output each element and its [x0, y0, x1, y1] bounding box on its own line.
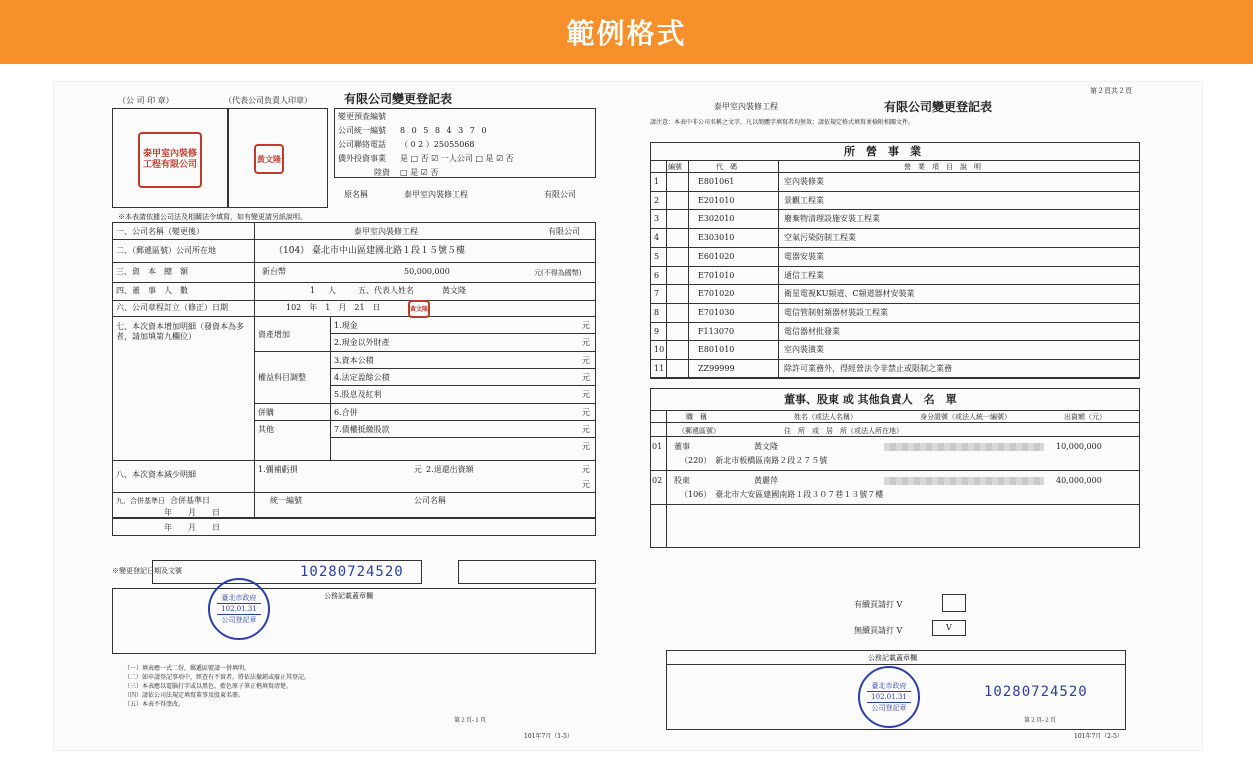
business-row-no: 5 — [654, 251, 660, 261]
capital-group-asset: 資產增加 — [258, 330, 290, 339]
unit-yuan-2: 元 — [582, 338, 590, 347]
note-1: （一）填表應一式二份，郵遞區號請一併填明。 — [124, 665, 251, 672]
directors-subheader-address: 住 所 或 居 所（或法人所在地） — [784, 427, 903, 435]
capital-item-merger: 6.合併 — [334, 408, 358, 417]
note-4: （四）請依公司法規定填寫董事及股東名冊。 — [124, 692, 245, 699]
top-note: ※本表請依據公司法及相關法令填寫，如有變更請另紙說明。 — [118, 213, 307, 221]
reg-extra-box — [458, 560, 596, 584]
business-row-code: E801061 — [698, 177, 735, 186]
unit-yuan-5: 元 — [582, 390, 590, 399]
capital-item-noncash: 2.現金以外財產 — [334, 338, 390, 347]
capital-group-other: 其他 — [258, 425, 274, 434]
director-2-name: 黃麗萍 — [754, 476, 778, 485]
left-page-no: 第２頁-１頁 — [454, 717, 487, 724]
left-form-no: 101年7月（1-5） — [524, 733, 573, 740]
business-row-code: E201010 — [698, 195, 735, 205]
reg-label: ※變更登記日期及文號 — [112, 567, 182, 575]
row-directors-unit: 人 — [328, 286, 336, 295]
business-row-desc: 廢棄物清理設施安裝工程業 — [784, 214, 880, 224]
right-stamp-date: 102.01.31 — [867, 691, 911, 703]
capital-decrease-label: 八、本次資本減少明細 — [116, 470, 196, 479]
right-form-no: 101年7月（2-5） — [1074, 733, 1123, 740]
continue-yes-checkbox[interactable] — [942, 594, 966, 612]
business-header-code: 代 碼 — [716, 163, 737, 171]
business-row-code: E302010 — [698, 214, 735, 224]
directors-header-id: 身分證號（或法人統一編號） — [920, 413, 1011, 421]
business-row-desc: 電器安裝業 — [784, 251, 824, 261]
business-row-code: E601020 — [698, 251, 735, 261]
capital-item-capital-reserve: 3.資本公積 — [334, 356, 374, 365]
director-2-amount: 40,000,000 — [1056, 476, 1102, 485]
header-banner — [0, 0, 1253, 64]
field-prereview-label: 變更預查編號 — [338, 112, 386, 121]
unit-yuan-10: 元 — [582, 465, 590, 474]
merge-row-date: 年 月 日 — [164, 508, 220, 517]
row-company-name-value: 泰甲室內裝修工程 — [354, 227, 418, 236]
capital-item-dividends: 5.股息及紅利 — [334, 390, 382, 399]
merge-header-id: 統一編號 — [270, 496, 302, 505]
banner-title: 範例格式 — [566, 17, 687, 50]
business-row-desc: 室內裝潢業 — [784, 345, 824, 355]
director-1-id-blurred — [884, 443, 1044, 451]
director-1-name: 黃文隆 — [754, 442, 778, 451]
row-charter-label: 六、公司章程訂立（修正）日期 — [116, 303, 228, 312]
directors-header-amount: 出資額（元） — [1064, 413, 1106, 421]
directors-title: 董事、股東 或 其他負責人 名 單 — [784, 393, 957, 406]
left-reg-number: 10280724520 — [300, 564, 404, 580]
business-row-no: 1 — [654, 177, 660, 186]
business-row-no: 4 — [654, 233, 660, 243]
left-form-title: 有限公司變更登記表 — [344, 92, 453, 106]
field-uniform-no-value: 8 0 5 8 4 3 7 0 — [400, 126, 489, 135]
right-official-seal-label: 公務記載蓋章欄 — [868, 654, 917, 662]
capital-item-debt: 7.債權抵繳股款 — [334, 425, 390, 434]
business-row-code: E701030 — [698, 307, 735, 317]
note-5: （五）本表不得塗改。 — [124, 701, 185, 708]
merge-header-name: 公司名稱 — [414, 496, 446, 505]
business-row-desc: 衛星電視KU頻道、C頻道器材安裝業 — [784, 289, 915, 299]
decrease-item-return: 2.退還出資額 — [426, 465, 474, 474]
field-mainland-value: □ 是 ☑ 否 — [400, 168, 439, 177]
unit-yuan-3: 元 — [582, 356, 590, 365]
business-row-no: 3 — [654, 214, 660, 224]
field-phone-label: 公司聯絡電話 — [338, 140, 386, 149]
field-mainland-label: 陸資 — [374, 168, 390, 177]
right-stamp-top: 臺北市政府 — [871, 682, 907, 690]
capital-item-legal-reserve: 4.法定盈餘公積 — [334, 373, 390, 382]
capital-item-cash: 1.現金 — [334, 321, 358, 330]
business-row-desc: 空氣污染防制工程業 — [784, 233, 856, 243]
business-row-code: E701020 — [698, 289, 735, 299]
right-page-no: 第２頁-２頁 — [1024, 717, 1057, 724]
business-row-desc: 景觀工程業 — [784, 195, 824, 205]
rep-seal-label: （代表公司負責人印章） — [224, 96, 312, 105]
right-note: 請注意：本表中非公司名稱之文字，凡以簡體字填寫者均無效；請依規定格式填寫並檢附相關文件。 — [650, 119, 915, 126]
right-form-page — [644, 87, 1144, 742]
continue-no-label: 無續頁請打 V — [854, 626, 903, 635]
unit-yuan-7: 元 — [582, 425, 590, 434]
row-rep-label: 五、代表人姓名 — [358, 286, 414, 295]
unit-yuan-8: 元 — [582, 442, 590, 451]
field-uniform-no-label: 公司統一編號 — [338, 126, 386, 135]
business-row-no: 11 — [654, 364, 665, 373]
field-phone-value: （ 0 2 ）25055068 — [400, 140, 475, 149]
left-form-page — [104, 90, 604, 742]
row-company-name-label: 一、公司名稱（變更後） — [116, 227, 204, 236]
business-row-code: E701010 — [698, 270, 735, 280]
directors-header-title: 職 稱 — [686, 413, 707, 421]
row-address-value: （104） 臺北市中山區建國北路１段１５號５樓 — [274, 246, 466, 256]
merge-row-date-2: 年 月 日 — [164, 523, 220, 532]
rep-seal-stamp: 黃文隆 — [254, 144, 284, 174]
business-row-code: E303010 — [698, 233, 735, 243]
right-official-stamp — [858, 666, 920, 728]
continue-no-mark: V — [946, 623, 952, 632]
original-name-suffix: 有限公司 — [544, 190, 576, 199]
field-foreign-label: 僑外投資事業 — [338, 154, 386, 163]
business-row-desc: 除許可業務外，得經營法令非禁止或限制之業務 — [784, 364, 952, 373]
unit-yuan-9: 元 — [414, 465, 422, 474]
director-2-id-blurred — [884, 477, 1044, 485]
director-1-address: （220） 新北市板橋區南路２段２７５號 — [680, 456, 828, 465]
unit-yuan-6: 元 — [582, 408, 590, 417]
business-row-no: 9 — [654, 326, 660, 336]
directors-header-name: 姓名（或法人名稱） — [794, 413, 857, 421]
director-2-address: （106） 臺北市大安區建國南路１段３０７巷１３號７樓 — [680, 490, 884, 499]
right-reg-number: 10280724520 — [984, 684, 1088, 700]
business-row-desc: 室內裝修業 — [784, 177, 824, 186]
director-2-title: 股東 — [674, 476, 690, 485]
continue-yes-label: 有續頁請打 V — [854, 600, 903, 609]
left-stamp-date: 102.01.31 — [217, 603, 261, 615]
capital-group-merger: 併購 — [258, 408, 274, 417]
right-form-title: 有限公司變更登記表 — [884, 100, 993, 114]
business-row-no: 8 — [654, 307, 660, 317]
business-row-code: E801010 — [698, 345, 735, 355]
right-page-tag: 第２頁共２頁 — [1090, 87, 1132, 95]
row-directors-value: 1 — [310, 286, 316, 295]
capital-increase-label: 七、本次資本增加明細（發資本為多者，請加填第九欄位） — [116, 322, 244, 341]
note-3: （三）本表應以電腦打字或以黑色、藍色原子筆正楷填寫清楚。 — [124, 683, 293, 690]
merge-header-date: 合併基準日 — [170, 496, 210, 505]
business-row-desc: 電信器材批發業 — [784, 326, 840, 336]
business-row-desc: 通信工程業 — [784, 270, 824, 280]
directors-subheader-zip: （郵遞區號） — [678, 427, 720, 435]
business-header-desc: 營 業 項 目 說 明 — [904, 163, 981, 171]
row-company-name-suffix: 有限公司 — [548, 227, 580, 236]
row-capital-amount: 50,000,000 — [404, 267, 450, 276]
row-directors-label: 四、董 事 人 數 — [116, 286, 188, 295]
row-capital-suffix: 元(不得為國幣) — [534, 269, 582, 277]
business-row-no: 6 — [654, 270, 660, 280]
director-1-no: 01 — [652, 442, 663, 451]
director-1-amount: 10,000,000 — [1056, 442, 1102, 451]
right-company-name: 泰甲室內裝修工程 — [714, 102, 778, 111]
row-rep-value: 黃文隆 — [442, 286, 466, 295]
business-row-code: F113070 — [698, 326, 735, 336]
field-foreign-value: 是 □ 否 ☑ 一人公司 □ 是 ☑ 否 — [400, 154, 514, 163]
charter-date-seal: 黃文隆 — [408, 300, 430, 318]
business-row-no: 2 — [654, 195, 660, 205]
note-2: （二）如申請登記事項中，經查有不實者，將依法撤銷或廢止其登記。 — [124, 674, 311, 681]
left-official-seal-label: 公務記載蓋章欄 — [324, 592, 373, 600]
merge-label: 九、合併基準日 — [116, 497, 165, 505]
business-row-no: 7 — [654, 289, 660, 299]
row-charter-value: 102 年 1 月 21 日 — [286, 303, 381, 312]
business-header-no: 編號 — [668, 163, 682, 171]
right-stamp-bottom: 公司登記章 — [871, 704, 907, 712]
company-seal-label: （公 司 印 章） — [118, 96, 174, 105]
row-capital-currency: 新台幣 — [262, 267, 286, 276]
unit-yuan-11: 元 — [582, 480, 590, 489]
left-stamp-top: 臺北市政府 — [221, 594, 257, 602]
unit-yuan-1: 元 — [582, 321, 590, 330]
left-stamp-bottom: 公司登記章 — [221, 616, 257, 624]
unit-yuan-4: 元 — [582, 373, 590, 382]
row-address-label: 二、（郵遞區號）公司所在地 — [116, 246, 216, 255]
scanned-document — [54, 82, 1202, 750]
business-title: 所 營 事 業 — [844, 145, 921, 158]
decrease-item-deficit: 1.彌補虧損 — [258, 465, 298, 474]
business-row-desc: 電信管制射頻器材裝設工程業 — [784, 307, 888, 317]
director-1-title: 董事 — [674, 442, 690, 451]
row-capital-label: 三、資 本 總 額 — [116, 267, 188, 276]
business-row-code: ZZ99999 — [698, 364, 735, 373]
capital-group-equity: 權益科目調整 — [258, 373, 306, 382]
original-name-label: 原名稱 — [344, 190, 368, 199]
company-seal-stamp: 泰甲室內裝修工程有限公司 — [138, 132, 202, 188]
director-2-no: 02 — [652, 476, 663, 485]
original-name-value: 泰甲室內裝修工程 — [404, 190, 468, 199]
business-row-no: 10 — [654, 345, 665, 355]
left-official-stamp — [208, 578, 270, 640]
